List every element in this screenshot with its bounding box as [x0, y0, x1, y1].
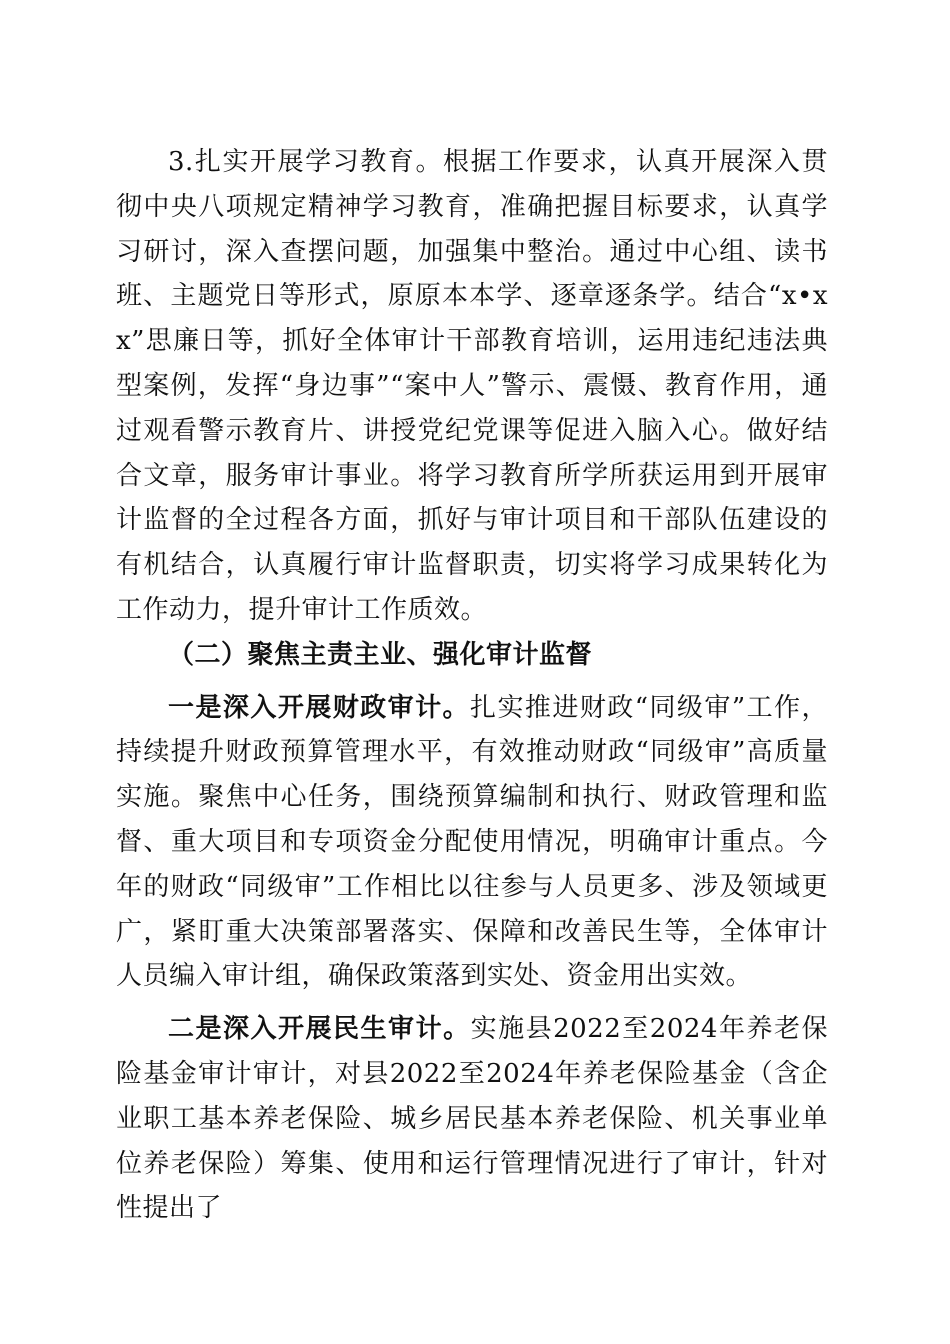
- paragraph-fiscal-audit-text: 扎实推进财政“同级审”工作，持续提升财政预算管理水平，有效推动财政“同级审”高质量实施。聚焦中心任务，围绕预算编制和执行、财政管理和监督、重大项目和专项资金分配使用情况，明确审计重点。今年的财政“同级审”工作相比以往参与人员更多、涉及领域更广，紧盯重大决策部署落实、保障和改善民生等，全体审计人员编入审计组，确保政策落到实处、资金用出实效。: [116, 692, 828, 992]
- paragraph-gap: [116, 678, 828, 686]
- paragraph-livelihood-audit-text: 实施县2022至2024年养老保险基金审计审计，对县2022至2024年养老保险基金（含企业职工基本养老保险、城乡居民基本养老保险、机关事业单位养老保险）筹集、使用和运行管理情况进行了审计，针对性提出了: [116, 1014, 828, 1224]
- paragraph-fiscal-audit-lead: 一是深入开展财政审计。: [168, 692, 470, 723]
- paragraph-fiscal-audit: [116, 686, 828, 1000]
- paragraph-gap: [116, 999, 828, 1007]
- paragraph-study-education-text: 3.扎实开展学习教育。根据工作要求，认真开展深入贯彻中央八项规定精神学习教育，准确把握目标要求，认真学习研讨，深入查摆问题，加强集中整治。通过中心组、读书班、主题党日等形式，原原本本学、逐章逐条学。结合“x•xx”思廉日等，抓好全体审计干部教育培训，运用违纪违法典型案例，发挥“身边事”“案中人”警示、震慑、教育作用，通过观看警示教育片、讲授党纪党课等促进入脑入心。做好结合文章，服务审计事业。将学习教育所学所获运用到开展审计监督的全过程各方面，抓好与审计项目和干部队伍建设的有机结合，认真履行审计监督职责，切实将学习成果转化为工作动力，提升审计工作质效。: [116, 147, 828, 625]
- document-body: [116, 140, 828, 1231]
- section-heading-audit-supervision: （二）聚焦主责主业、强化审计监督: [168, 639, 593, 670]
- paragraph-livelihood-audit: [116, 1007, 828, 1231]
- paragraph-livelihood-audit-lead: 二是深入开展民生审计。: [168, 1014, 471, 1045]
- paragraph-study-education: [116, 140, 828, 633]
